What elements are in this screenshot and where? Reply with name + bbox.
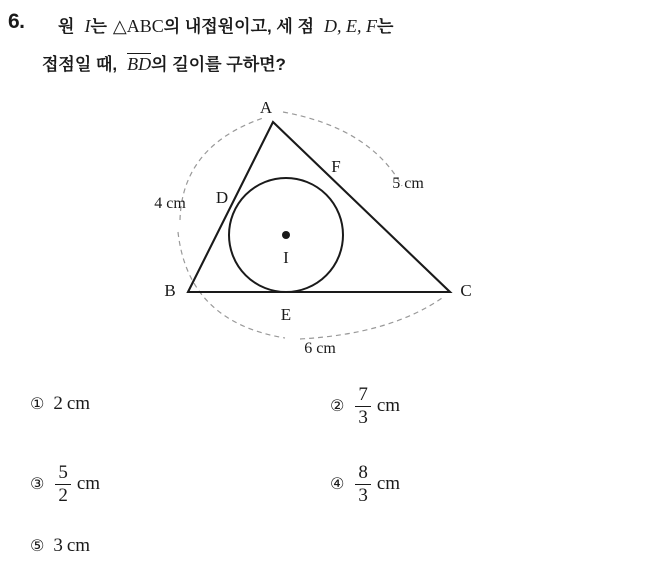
label-point-d: D bbox=[215, 188, 229, 207]
question-text-post: 의 내접원이고, 세 점 bbox=[163, 17, 315, 36]
choice-4-numerator: 8 bbox=[358, 462, 368, 483]
choice-1-value: 2 bbox=[53, 393, 63, 414]
choice-3-fraction bbox=[55, 463, 71, 506]
triangle-abc bbox=[188, 122, 450, 292]
segment-bd-label: BD bbox=[127, 54, 152, 74]
triangle-symbol: △ABC bbox=[112, 16, 164, 36]
circle-symbol: I bbox=[84, 16, 91, 36]
choice-2[interactable] bbox=[330, 385, 400, 428]
label-side-ab: 4 cm bbox=[154, 195, 186, 212]
question-text-mid: 는 bbox=[90, 17, 107, 36]
question-text-end: 는 bbox=[377, 17, 394, 36]
choice-1-marker: ① bbox=[30, 394, 45, 413]
label-vertex-a: A bbox=[259, 100, 273, 117]
question-number: 6. bbox=[8, 10, 25, 33]
choice-4-marker: ④ bbox=[330, 474, 345, 494]
choice-2-denominator: 3 bbox=[355, 406, 371, 428]
choice-1[interactable] bbox=[30, 393, 90, 415]
incenter-point bbox=[282, 231, 290, 239]
choice-1-unit: cm bbox=[66, 393, 91, 414]
label-point-e: E bbox=[280, 305, 292, 324]
label-vertex-c: C bbox=[460, 281, 472, 300]
choice-4[interactable] bbox=[330, 463, 400, 506]
answer-choices bbox=[0, 385, 656, 565]
label-vertex-b: B bbox=[164, 281, 176, 300]
choice-2-fraction bbox=[355, 385, 371, 428]
choice-5[interactable] bbox=[30, 535, 90, 557]
choice-2-unit: cm bbox=[376, 395, 401, 417]
label-side-ac: 5 cm bbox=[392, 175, 424, 192]
choice-3[interactable] bbox=[30, 463, 100, 506]
question-text-line2-post: 의 길이를 구하면? bbox=[151, 55, 286, 74]
question-line-2 bbox=[42, 50, 286, 75]
choice-4-fraction bbox=[355, 463, 371, 506]
choice-3-numerator: 5 bbox=[58, 462, 68, 483]
label-point-f: F bbox=[331, 157, 341, 176]
choice-5-marker: ⑤ bbox=[30, 536, 45, 555]
choice-5-unit: cm bbox=[66, 535, 91, 556]
choice-4-unit: cm bbox=[376, 473, 401, 495]
choice-3-denominator: 2 bbox=[55, 484, 71, 506]
dashed-arc-c bbox=[300, 298, 442, 339]
label-incenter-i: I bbox=[283, 248, 289, 267]
choice-4-denominator: 3 bbox=[355, 484, 371, 506]
question-line-1 bbox=[58, 12, 393, 37]
question-text-line2-pre: 접점일 때, bbox=[42, 55, 118, 74]
choice-3-unit: cm bbox=[76, 473, 101, 495]
choice-5-value: 3 bbox=[53, 535, 63, 556]
choice-3-marker: ③ bbox=[30, 474, 45, 494]
choice-2-marker: ② bbox=[330, 396, 345, 416]
tangent-point-list: D, E, F bbox=[324, 16, 378, 36]
question-text-pre: 원 bbox=[58, 17, 75, 36]
choice-2-numerator: 7 bbox=[358, 384, 368, 405]
label-side-bc: 6 cm bbox=[304, 340, 336, 357]
geometry-figure bbox=[120, 100, 540, 362]
